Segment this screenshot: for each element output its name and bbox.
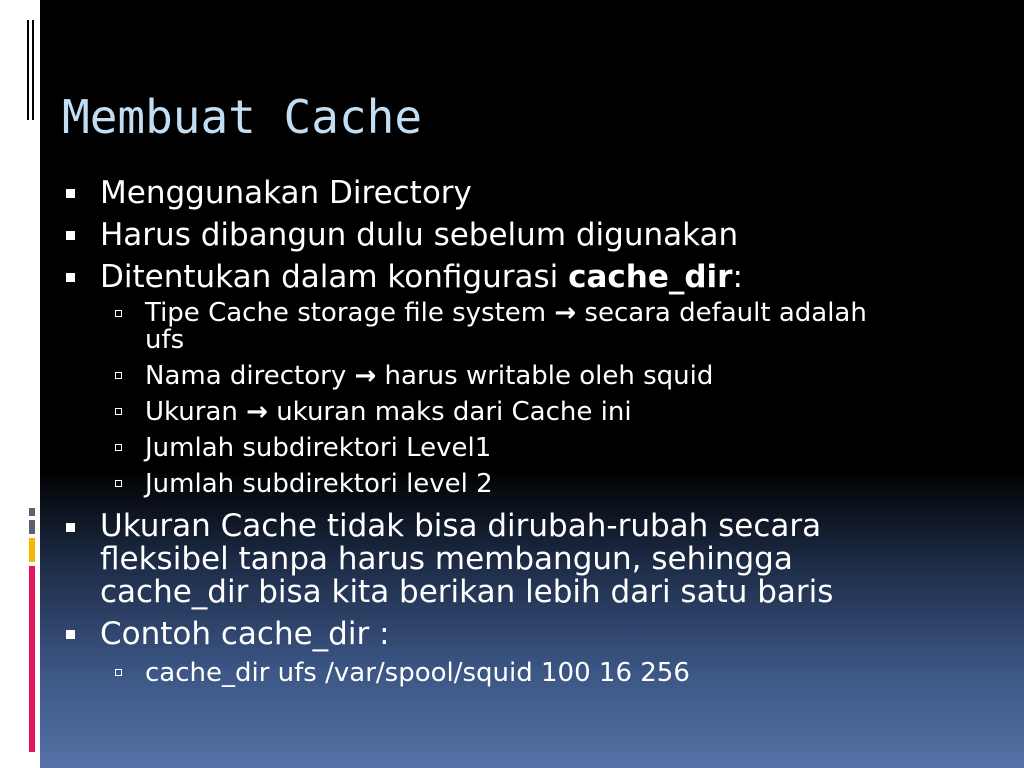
bullet-text: :: [732, 259, 743, 295]
hollow-square-bullet-icon: [115, 480, 122, 487]
bullet-item: [62, 218, 962, 252]
sub-bullet-text: Jumlah subdirektori Level1: [145, 433, 492, 463]
bullet-text-bold: cache_dir: [568, 259, 733, 295]
arrow-right-icon: →: [246, 397, 268, 427]
hollow-square-bullet-icon: [115, 408, 122, 415]
hollow-square-bullet-icon: [115, 310, 122, 317]
sub-bullet-item: [62, 362, 962, 390]
sub-bullet-text: Jumlah subdirektori level 2: [145, 469, 493, 499]
square-bullet-icon: [66, 523, 75, 532]
bullet-text: Menggunakan Directory: [100, 175, 472, 211]
bullet-text: Contoh cache_dir :: [100, 616, 390, 652]
sub-bullet-item: [62, 659, 962, 687]
sub-bullet-text: cache_dir ufs /var/spool/squid 100 16 256: [145, 658, 690, 688]
hollow-square-bullet-icon: [115, 444, 122, 451]
sub-bullet-text: harus writable oleh squid: [376, 361, 714, 391]
sub-bullet-item: [62, 434, 962, 462]
slide-title: Membuat Cache: [62, 90, 423, 144]
sub-bullet-text: secara default adalah: [576, 298, 867, 328]
bullet-text: Ditentukan dalam konfigurasi: [100, 259, 569, 295]
bullet-text: cache_dir bisa kita berikan lebih dari satu baris: [100, 574, 834, 610]
sub-bullet-item: [62, 470, 962, 498]
sub-bullet-text: ukuran maks dari Cache ini: [267, 397, 632, 427]
decor-yellow-bar: [29, 538, 35, 562]
bullet-text: fleksibel tanpa harus membangun, sehingga: [100, 541, 793, 577]
square-bullet-icon: [66, 231, 75, 240]
decor-pink-bar: [29, 566, 35, 752]
square-bullet-icon: [66, 189, 75, 198]
square-bullet-icon: [66, 273, 75, 282]
sub-bullet-text: Ukuran: [145, 397, 247, 427]
sub-bullet-text: Nama directory: [145, 361, 355, 391]
bullet-item: [62, 260, 962, 294]
slide-content: [62, 176, 962, 695]
sub-bullet-text-continued: ufs: [145, 325, 185, 355]
hollow-square-bullet-icon: [115, 372, 122, 379]
sub-bullet-item: [62, 300, 962, 354]
bullet-text: Harus dibangun dulu sebelum digunakan: [100, 217, 739, 253]
arrow-right-icon: →: [354, 361, 377, 391]
bullet-item: [62, 510, 962, 609]
bullet-text: Ukuran Cache tidak bisa dirubah-rubah secara: [100, 508, 822, 544]
decor-top-white: [24, 20, 36, 120]
arrow-right-icon: →: [554, 298, 577, 328]
decor-gray-bar: [29, 508, 35, 516]
sub-bullet-text: Tipe Cache storage file system: [145, 298, 555, 328]
square-bullet-icon: [66, 630, 75, 639]
bullet-item: [62, 176, 962, 210]
sub-bullet-item: [62, 398, 962, 426]
bullet-item: [62, 617, 962, 651]
hollow-square-bullet-icon: [115, 669, 122, 676]
decor-gray-bar-2: [29, 520, 35, 534]
